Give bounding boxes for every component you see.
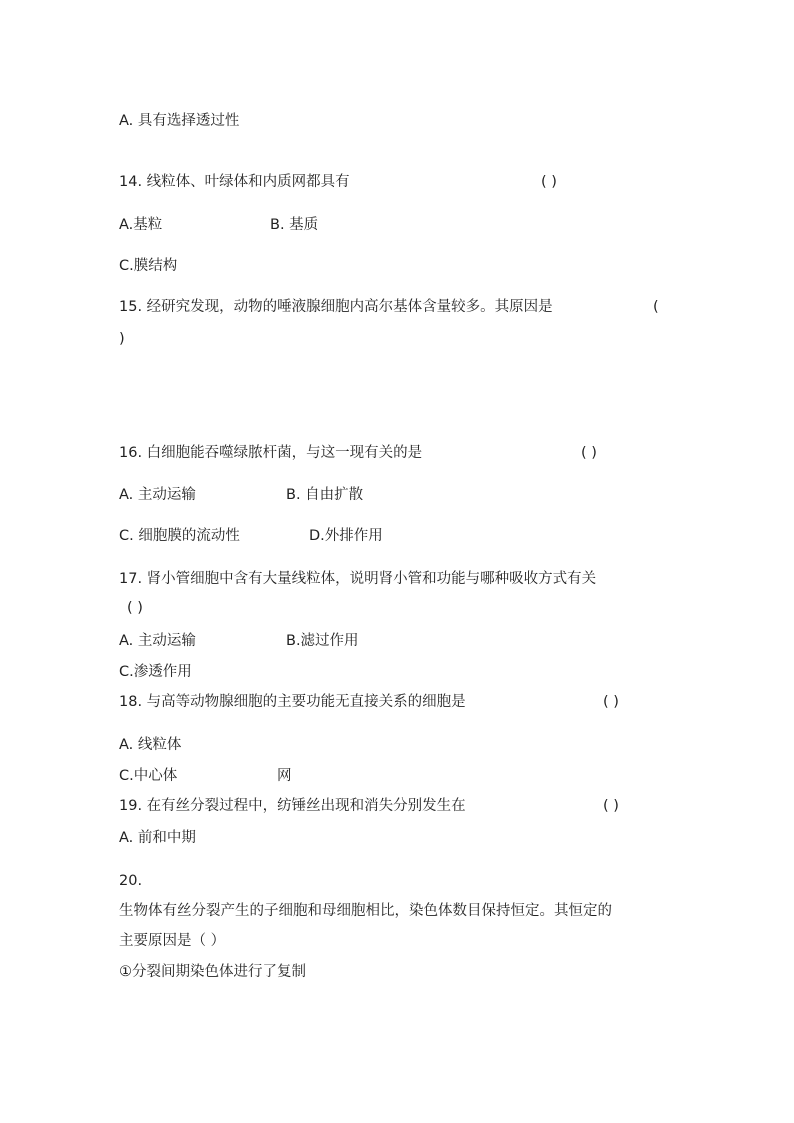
q15-paren-close: ) bbox=[119, 331, 125, 347]
q20-stem-line2: 主要原因是（ ） bbox=[119, 933, 226, 949]
q16-option-d: D.外排作用 bbox=[309, 528, 383, 544]
q15-paren-open: ( bbox=[653, 299, 659, 315]
q15-stem: 15. 经研究发现，动物的唾液腺细胞内高尔基体含量较多。其原因是 bbox=[119, 299, 553, 315]
q16-option-a: A. 主动运输 bbox=[119, 487, 196, 503]
q17-stem: 17. 肾小管细胞中含有大量线粒体，说明肾小管和功能与哪种吸收方式有关 bbox=[119, 571, 597, 587]
q20-stem-line1: 生物体有丝分裂产生的子细胞和母细胞相比，染色体数目保持恒定。其恒定的 bbox=[119, 903, 612, 919]
q17-option-c: C.渗透作用 bbox=[119, 664, 192, 680]
q19-stem: 19. 在有丝分裂过程中，纺锤丝出现和消失分别发生在 bbox=[119, 798, 466, 814]
q14-stem: 14. 线粒体、叶绿体和内质网都具有 bbox=[119, 174, 350, 190]
q18-option-c: C.中心体 bbox=[119, 768, 178, 784]
q18-option-fragment: 网 bbox=[277, 768, 292, 784]
q14-option-c: C.膜结构 bbox=[119, 258, 178, 274]
q13-option-a: A. 具有选择透过性 bbox=[119, 113, 240, 129]
q14-answer-paren: ( ) bbox=[541, 174, 557, 190]
q16-answer-paren: ( ) bbox=[581, 445, 597, 461]
q17-option-b: B.滤过作用 bbox=[286, 633, 359, 649]
q18-option-a: A. 线粒体 bbox=[119, 737, 182, 753]
q16-option-b: B. 自由扩散 bbox=[286, 487, 364, 503]
q16-stem: 16. 白细胞能吞噬绿脓杆菌，与这一现有关的是 bbox=[119, 445, 423, 461]
q17-option-a: A. 主动运输 bbox=[119, 633, 196, 649]
q14-option-a: A.基粒 bbox=[119, 217, 163, 233]
q19-option-a: A. 前和中期 bbox=[119, 830, 196, 846]
q18-stem: 18. 与高等动物腺细胞的主要功能无直接关系的细胞是 bbox=[119, 694, 466, 710]
q14-option-b: B. 基质 bbox=[270, 217, 319, 233]
q19-answer-paren: ( ) bbox=[603, 798, 619, 814]
q18-answer-paren: ( ) bbox=[603, 694, 619, 710]
q20-number: 20. bbox=[119, 873, 143, 889]
q16-option-c: C. 细胞膜的流动性 bbox=[119, 528, 240, 544]
q20-item-1: ①分裂间期染色体进行了复制 bbox=[119, 964, 306, 980]
q17-answer-paren: ( ) bbox=[127, 600, 143, 616]
